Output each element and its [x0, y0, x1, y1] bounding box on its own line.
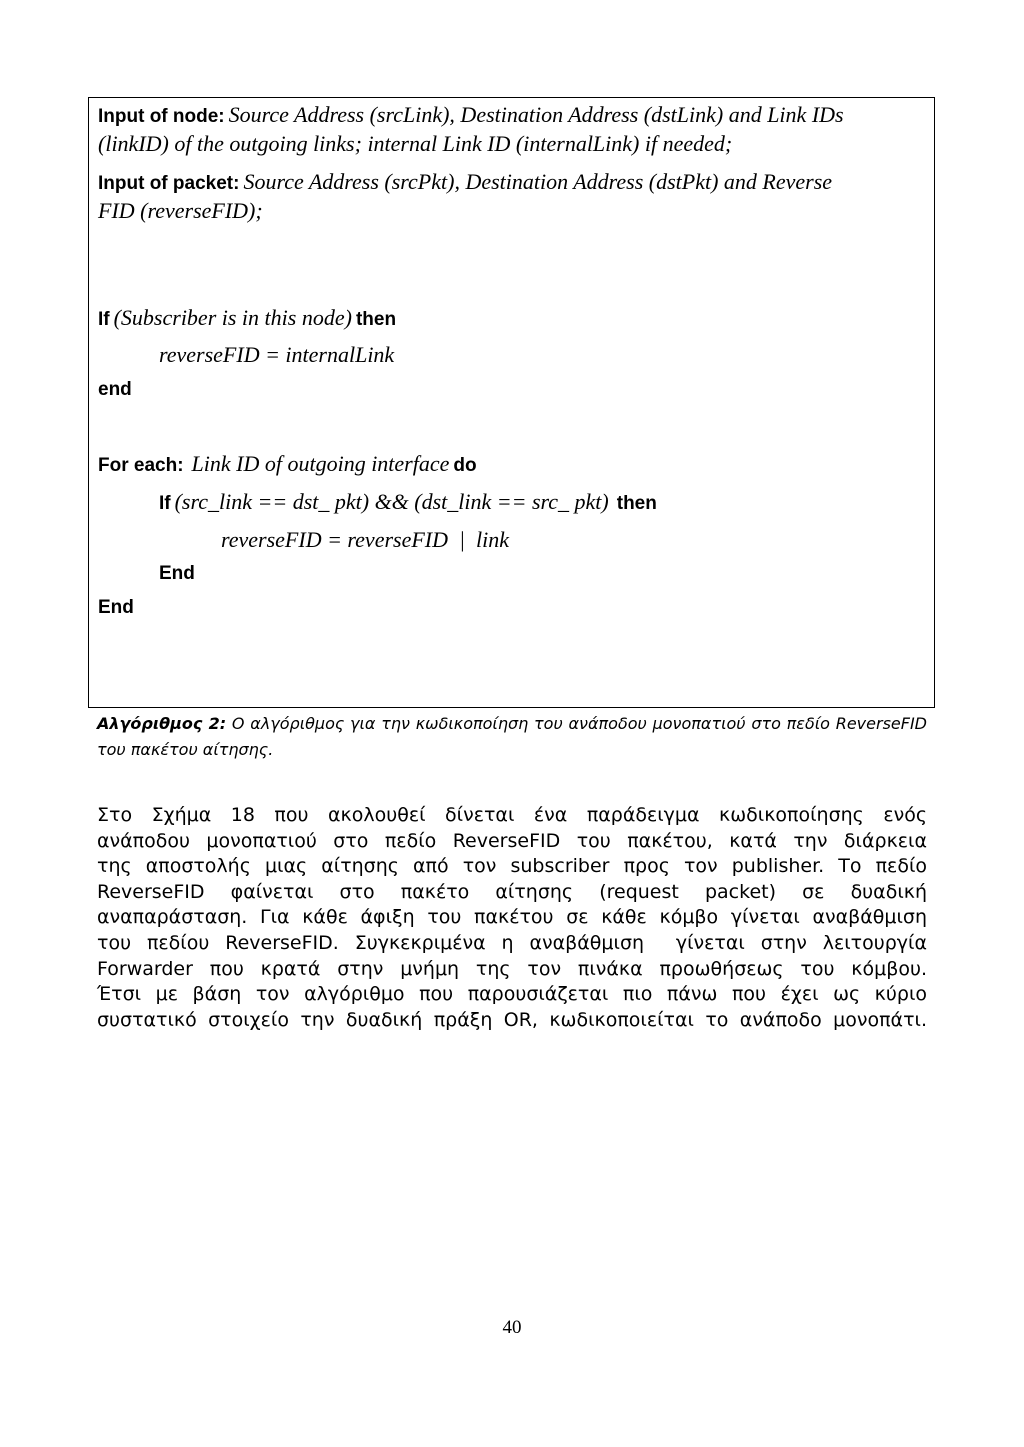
input-node-text-1: Source Address (srcLink), Destination Address (dstLink) and Link IDs	[228, 102, 844, 127]
inner-if-condition: (src_link == dst_ pkt) && (dst_link == src_ pkt)	[174, 489, 609, 514]
inner-end-keyword: End	[159, 563, 195, 584]
caption-text: Ο αλγόριθμος για την κωδικοποίηση του ανάποδου μονοπατιού στο πεδίο ReverseFID του πακέτου αίτησης.	[97, 714, 927, 759]
input-node-text-2: (linkID) of the outgoing links; internal Link ID (internalLink) if needed;	[98, 131, 733, 156]
outer-end-keyword: End	[98, 597, 134, 618]
if-line	[98, 305, 396, 331]
for-line	[98, 451, 477, 477]
do-keyword: do	[453, 455, 477, 476]
then-keyword: then	[355, 309, 397, 330]
input-packet-text-2: FID (reverseFID);	[98, 198, 263, 223]
input-packet-line-2	[98, 198, 263, 224]
if-statement-text: reverseFID = internalLink	[159, 342, 395, 367]
if-statement	[159, 342, 394, 368]
for-subject: Link ID of outgoing interface	[191, 451, 450, 476]
paragraph-line: ανάποδου μονοπατιού στο πεδίο ReverseFID του πακέτου, κατά την διάρκεια	[97, 829, 927, 852]
if-condition: (Subscriber is in this node)	[113, 305, 352, 330]
input-packet-line-1	[98, 169, 832, 195]
algorithm-caption	[97, 711, 927, 763]
paragraph-line: Forwarder που κρατά στην μνήμη της τον πινάκα προωθήσεως του κόμβου.	[97, 957, 927, 980]
input-packet-text-1: Source Address (srcPkt), Destination Address (dstPkt) and Reverse	[243, 169, 833, 194]
inner-end	[159, 563, 195, 585]
for-keyword: For each:	[98, 455, 184, 476]
inner-then-keyword: then	[616, 493, 657, 514]
inner-if-keyword: If	[159, 493, 171, 514]
for-statement-text: reverseFID = reverseFID | link	[221, 527, 510, 552]
paragraph-line: αναπαράσταση. Για κάθε άφιξη του πακέτου σε κάθε κόμβο γίνεται αναβάθμιση	[97, 906, 927, 929]
page-number: 40	[502, 1317, 522, 1338]
input-node-line-1	[98, 102, 844, 128]
outer-end	[98, 597, 134, 619]
paragraph-line: ReverseFID φαίνεται στο πακέτο αίτησης (request packet) σε δυαδική	[97, 880, 927, 903]
algorithm-box	[88, 97, 935, 708]
paragraph-line: Έτσι με βάση τον αλγόριθμο που παρουσιάζεται πιο πάνω που έχει ως κύριο	[97, 983, 927, 1006]
body-paragraph	[97, 803, 927, 1033]
input-node-line-2	[98, 131, 732, 157]
end-keyword: end	[98, 379, 132, 400]
for-statement	[221, 527, 509, 553]
paragraph-line: της αποστολής μιας αίτησης από τον subscriber προς τον publisher. Το πεδίο	[97, 855, 927, 878]
if-end	[98, 379, 132, 401]
paragraph-line: του πεδίου ReverseFID. Συγκεκριμένα η αναβάθμιση γίνεται στην λειτουργία	[97, 931, 927, 954]
caption-label: Αλγόριθμος 2:	[97, 714, 227, 733]
if-keyword: If	[98, 309, 110, 330]
paragraph-line: Στο Σχήμα 18 που ακολουθεί δίνεται ένα παράδειγμα κωδικοποίησης ενός	[97, 804, 927, 826]
inner-if-line	[159, 489, 657, 515]
input-node-label: Input of node:	[98, 106, 225, 127]
paragraph-line: συστατικό στοιχείο την δυαδική πράξη OR, κωδικοποιείται το ανάποδο μονοπάτι.	[97, 1008, 927, 1031]
input-packet-label: Input of packet:	[98, 173, 240, 194]
